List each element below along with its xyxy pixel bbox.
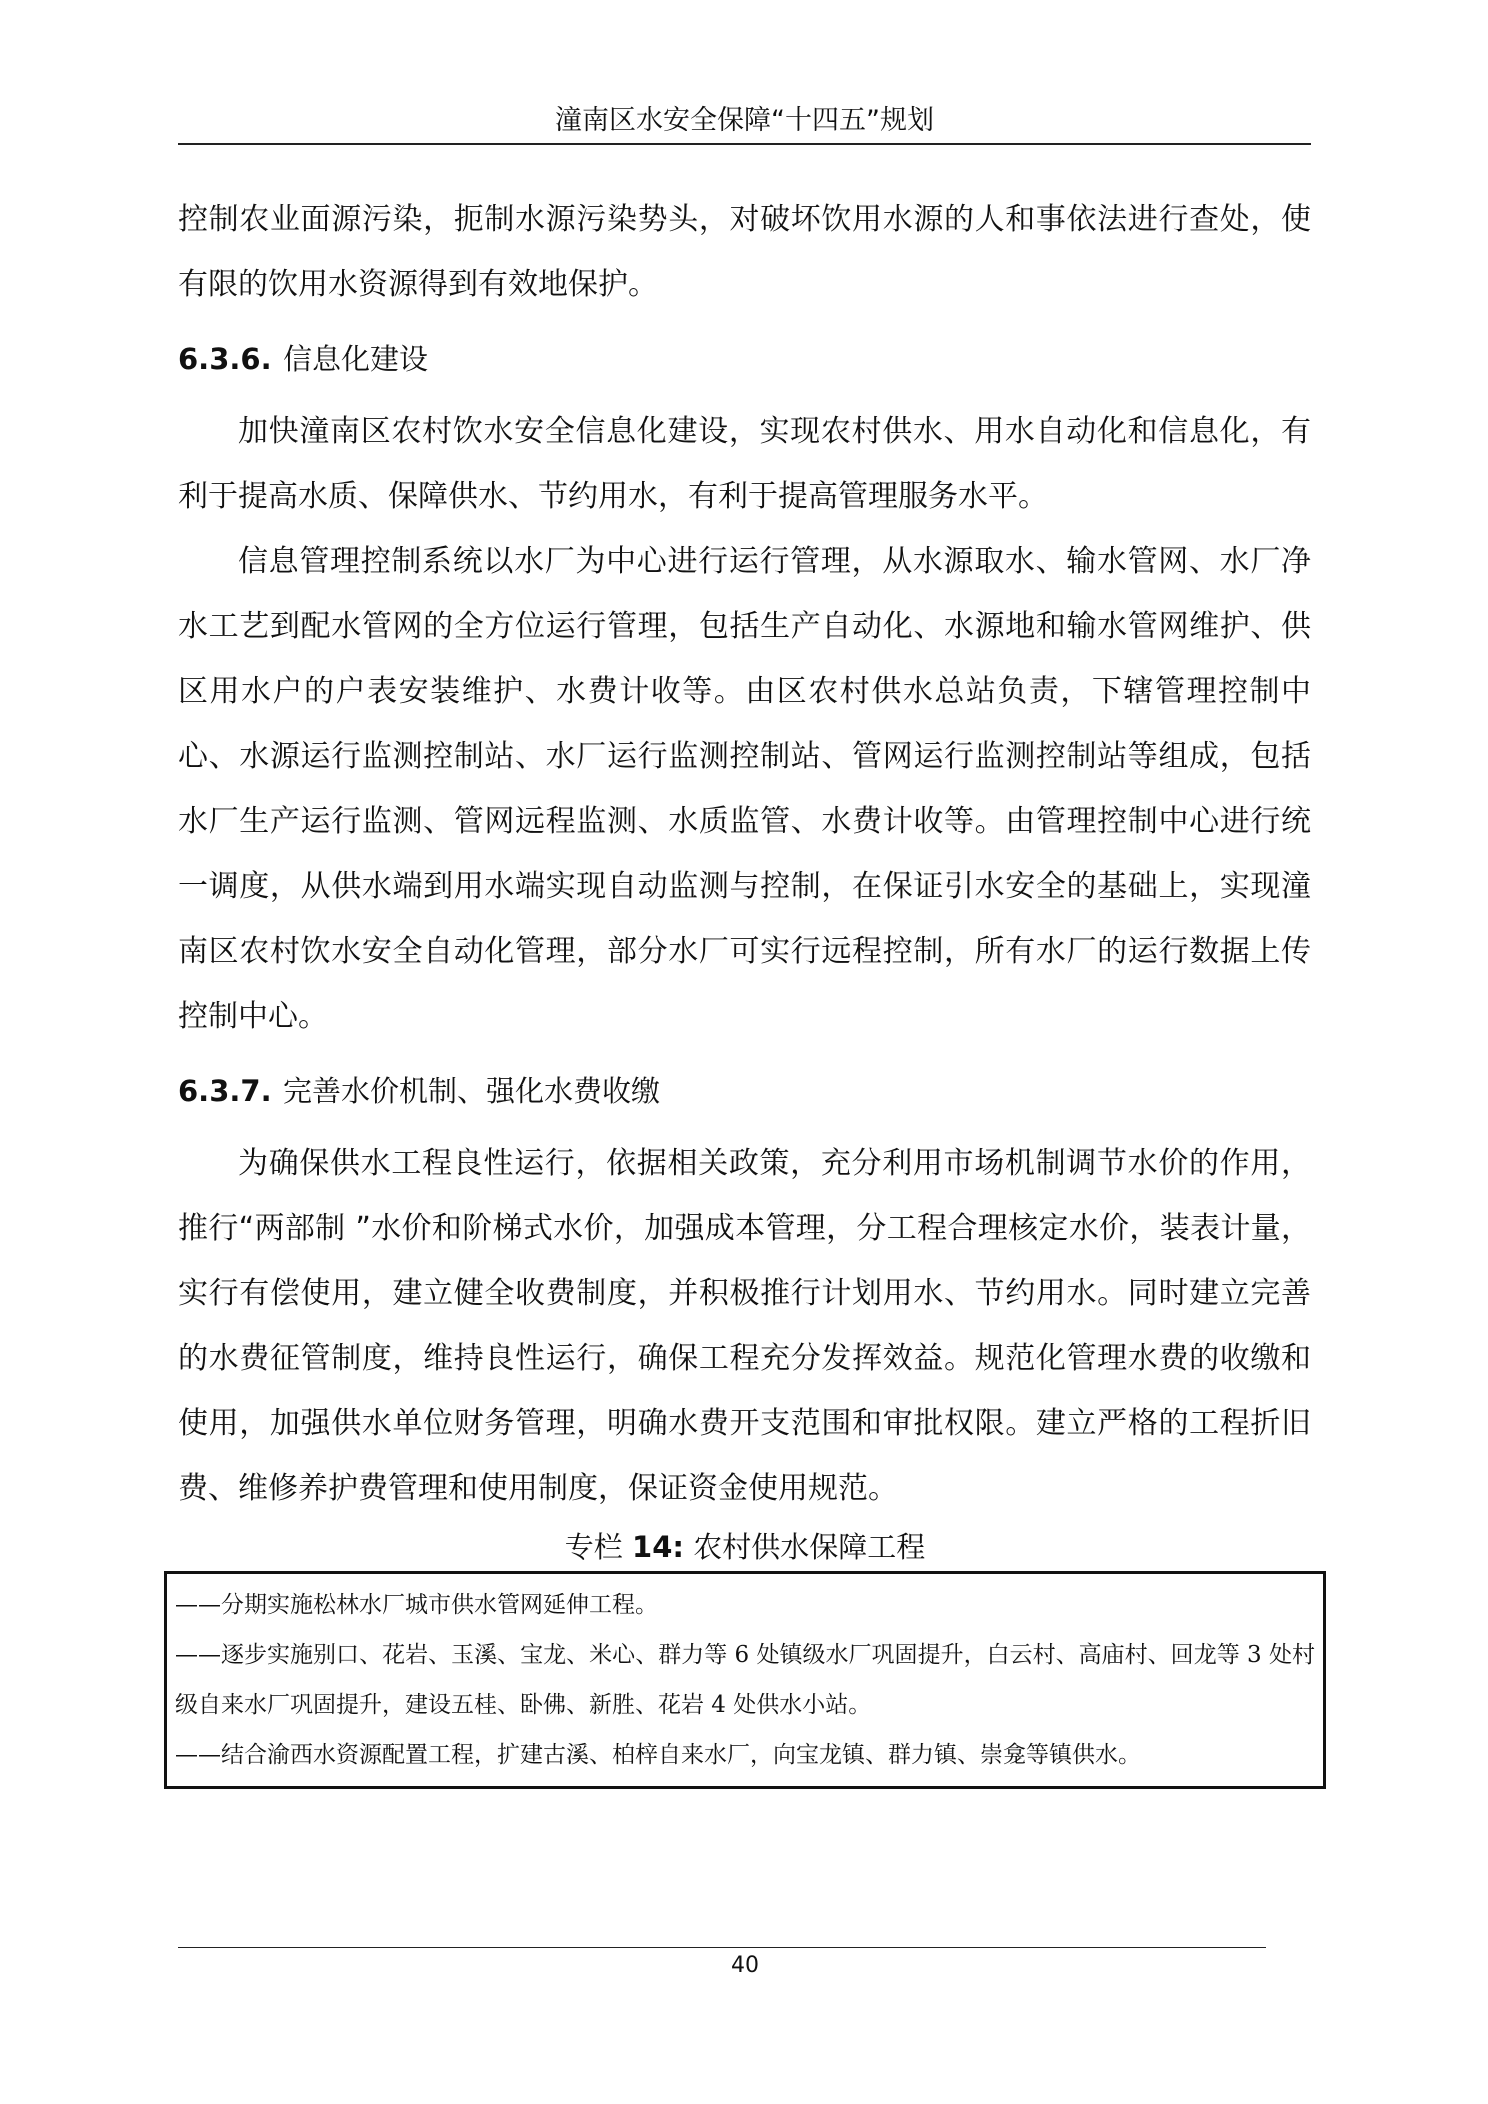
- running-header: 潼南区水安全保障“十四五”规划: [555, 105, 934, 136]
- paragraph-informatization: 加快潼南区农村饮水安全信息化建设，实现农村供水、用水自动化和信息化，有利于提高水质、保障供水、节约用水，有利于提高管理服务水平。: [178, 414, 1311, 514]
- box-item: ——逐步实施别口、花岩、玉溪、宝龙、米心、群力等 6 处镇级水厂巩固提升，白云村、高庙村、回龙等 3 处村级自来水厂巩固提升，建设五桂、卧佛、新胜、花岩 4 处供水小站。: [175, 1642, 1315, 1718]
- box-title-text: 农村供水保障工程: [693, 1530, 926, 1564]
- paragraph-continued: 控制农业面源污染，扼制水源污染势头，对破坏饮用水源的人和事依法进行查处，使有限的饮用水资源得到有效地保护。: [178, 202, 1311, 302]
- box-item: ——结合渝西水资源配置工程，扩建古溪、柏梓自来水厂，向宝龙镇、群力镇、崇龛等镇供水。: [175, 1742, 1141, 1768]
- box-title-prefix: 专栏: [564, 1530, 623, 1564]
- footer-rule: [178, 1947, 1266, 1948]
- project-box: [164, 1571, 1326, 1789]
- box-title: [164, 1527, 1326, 1567]
- section-number: 6.3.6.: [178, 342, 272, 376]
- header-rule: [178, 143, 1311, 145]
- section-title: 完善水价机制、强化水费收缴: [283, 1074, 661, 1108]
- paragraph-management-system: 信息管理控制系统以水厂为中心进行运行管理，从水源取水、输水管网、水厂净水工艺到配水管网的全方位运行管理，包括生产自动化、水源地和输水管网维护、供区用水户的户表安装维护、水费计收等。由区农村供水总站负责，下辖管理控制中心、水源运行监测控制站、水厂运行监测控制站、管网运行监测控制站等组成，包括水厂生产运行监测、管网远程监测、水质监管、水费计收等。由管理控制中心进行统一调度，从供水端到用水端实现自动监测与控制，在保证引水安全的基础上，实现潼南区农村饮水安全自动化管理，部分水厂可实行远程控制，所有水厂的运行数据上传控制中心。: [178, 544, 1311, 1034]
- section-heading-6-3-6: [178, 339, 1311, 379]
- section-heading-6-3-7: [178, 1071, 1311, 1111]
- section-number: 6.3.7.: [178, 1074, 272, 1108]
- box-item: ——分期实施松林水厂城市供水管网延伸工程。: [175, 1592, 658, 1618]
- section-title: 信息化建设: [283, 342, 429, 376]
- page-number: 40: [731, 1953, 759, 1978]
- page-content: [175, 187, 1315, 1789]
- box-title-number: 14:: [632, 1530, 684, 1564]
- paragraph-water-price: 为确保供水工程良性运行，依据相关政策，充分利用市场机制调节水价的作用，推行“两部制 ”水价和阶梯式水价，加强成本管理，分工程合理核定水价，装表计量，实行有偿使用，建立健全收费制度，并积极推行计划用水、节约用水。同时建立完善的水费征管制度，维持良性运行，确保工程充分发挥效益。规范化管理水费的收缴和使用，加强供水单位财务管理，明确水费开支范围和审批权限。建立严格的工程折旧费、维修养护费管理和使用制度，保证资金使用规范。: [178, 1146, 1311, 1506]
